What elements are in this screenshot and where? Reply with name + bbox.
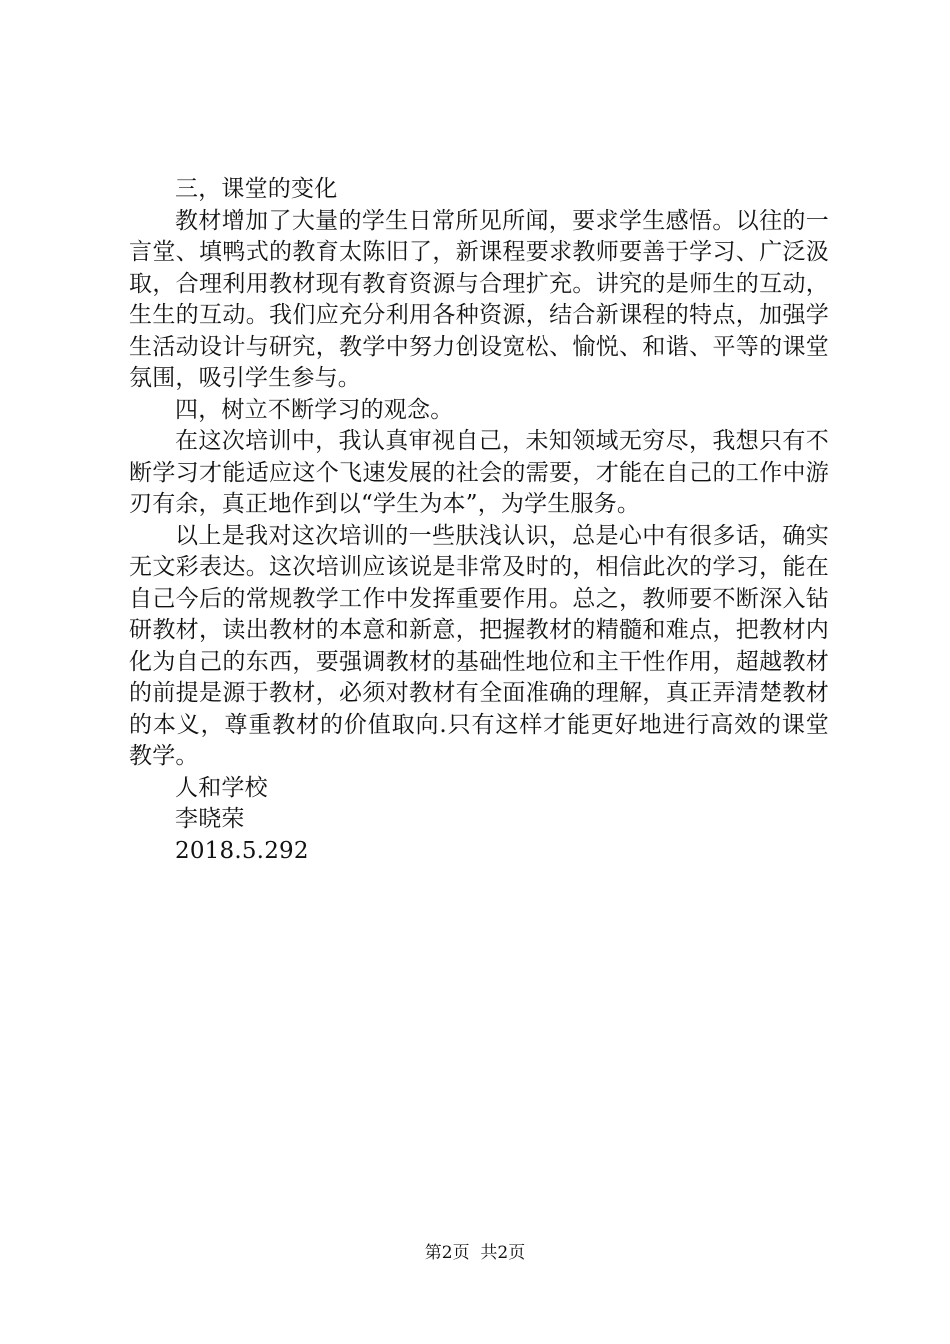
signature-school: 人和学校 [175,774,268,801]
footer-spacer [470,1243,481,1263]
page-footer [0,1242,950,1264]
section-heading-continuous-learning: 四，树立不断学习的观念。 [175,396,454,423]
section-heading-classroom-change: 三，课堂的变化 [175,176,338,202]
page-number: 第2页 [424,1243,470,1263]
paragraph-continuous-learning: 在这次培训中，我认真审视自己，未知领域无穷尽，我想只有不断学习才能适应这个飞速发展的社会的需要，才能在自己的工作中游刃有余，真正地作到以“学生为本”，为学生服务。 [129,428,829,517]
paragraph-classroom-change: 教材增加了大量的学生日常所见所闻，要求学生感悟。以往的一言堂、填鸭式的教育太陈旧了，新课程要求教师要善于学习、广泛汲取，合理利用教材现有教育资源与合理扩充。讲究的是师生的互动，生生的互动。我们应充分利用各种资源，结合新课程的特点，加强学生活动设计与研究，教学中努力创设宽松、愉悦、和谐、平等的课堂氛围，吸引学生参与。 [129,207,829,391]
signature-author: 李晓荣 [175,806,245,832]
paragraph-conclusion: 以上是我对这次培训的一些肤浅认识，总是心中有很多话，确实无文彩表达。这次培训应该说是非常及时的，相信此次的学习，能在自己今后的常规教学工作中发挥重要作用。总之，教师要不断深入钻研教材，读出教材的本意和新意，把握教材的精髓和难点，把教材内化为自己的东西，要强调教材的基础性地位和主干性作用，超越教材的前提是源于教材，必须对教材有全面准确的理解，真正弄清楚教材的本义，尊重教材的价值取向.只有这样才能更好地进行高效的课堂教学。 [129,522,829,769]
document-body [129,174,829,867]
page-total: 共2页 [480,1243,526,1263]
signature-date: 2018.5.292 [175,837,309,864]
